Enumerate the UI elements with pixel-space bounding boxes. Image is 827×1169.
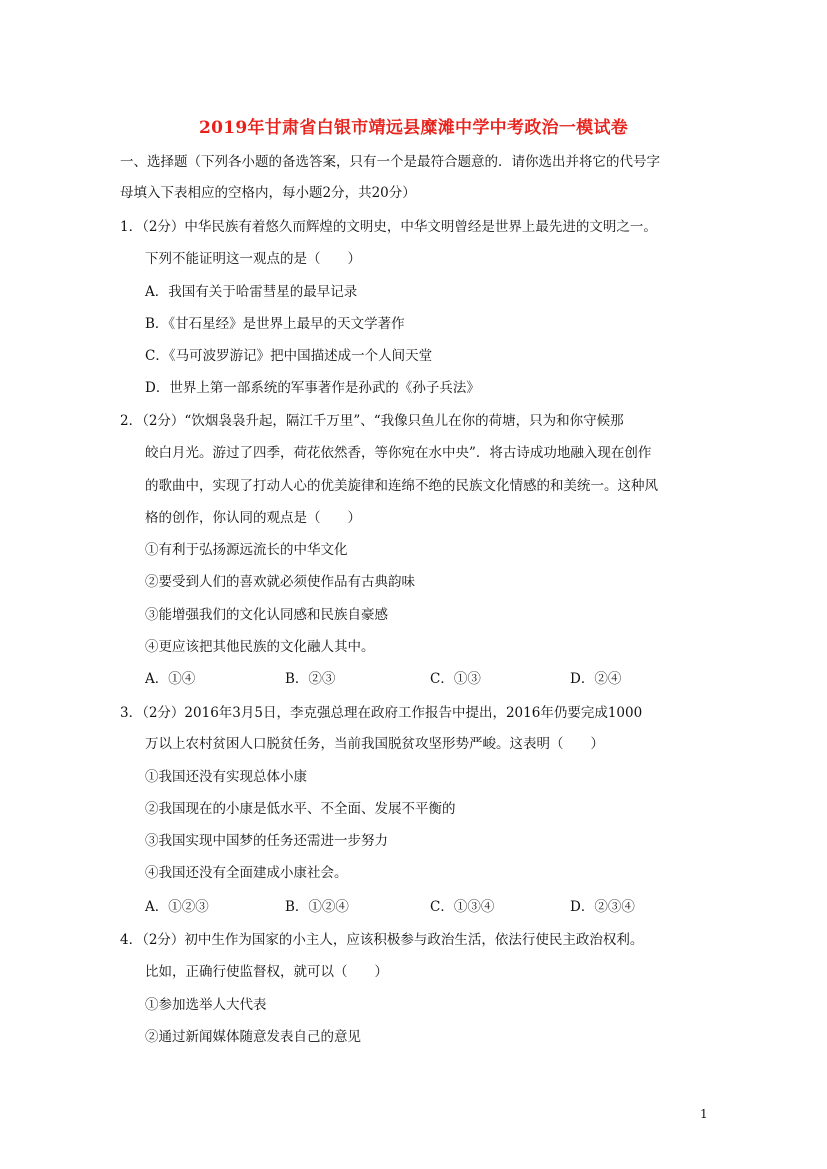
- question-2-stem-line-1: 2．（2分）“饮烟袅袅升起，隔江千万里”、“我像只鱼儿在你的荷塘，只为和你守候那: [120, 413, 624, 429]
- section-heading-line-1: 一、选择题（下列各小题的备选答案，只有一个是最符合题意的．请你选出并将它的代号字: [120, 154, 660, 170]
- question-2-item-4: ④更应该把其他民族的文化融人其中。: [145, 639, 375, 655]
- question-1-stem-line-2: 下列不能证明这一观点的是（ ）: [145, 251, 361, 267]
- question-4-stem-line-2: 比如，正确行使监督权，就可以（ ）: [145, 964, 388, 980]
- question-3-item-1: ①我国还没有实现总体小康: [145, 769, 307, 785]
- question-2-choice-c: C．①③: [430, 671, 481, 687]
- question-2-item-1: ①有利于弘扬源远流长的中华文化: [145, 542, 348, 558]
- question-2-item-3: ③能增强我们的文化认同感和民族自豪感: [145, 607, 388, 623]
- question-3-item-4: ④我国还没有全面建成小康社会。: [145, 865, 348, 881]
- question-1-option-a: A．我国有关于哈雷彗星的最早记录: [145, 284, 358, 300]
- page-number: 1: [700, 1107, 708, 1121]
- question-3-item-2: ②我国现在的小康是低水平、不全面、发展不平衡的: [145, 801, 456, 817]
- question-2-stem-line-3: 的歌曲中，实现了打动人心的优美旋律和连绵不绝的民族文化情感的和美统一。这种风: [145, 478, 658, 494]
- question-3-stem-line-2: 万以上农村贫困人口脱贫任务，当前我国脱贫攻坚形势严峻。这表明（ ）: [145, 736, 604, 752]
- question-4-item-1: ①参加选举人大代表: [145, 997, 267, 1013]
- question-3-choice-a: A．①②③: [145, 899, 209, 915]
- question-3-choice-b: B．①②④: [285, 899, 349, 915]
- question-1-stem-line-1: 1．（2分）中华民族有着悠久而辉煌的文明史，中华文明曾经是世界上最先进的文明之一。: [120, 219, 657, 235]
- question-2-choice-b: B．②③: [285, 671, 336, 687]
- section-heading-line-2: 母填入下表相应的空格内，每小题2分，共20分）: [120, 185, 416, 201]
- question-1-option-b: B．《甘石星经》是世界上最早的天文学著作: [145, 316, 405, 332]
- question-3-choice-d: D．②③④: [570, 899, 635, 915]
- page-title: 2019年甘肃省白银市靖远县糜滩中学中考政治一模试卷: [198, 118, 629, 138]
- question-3-choice-c: C．①③④: [430, 899, 495, 915]
- question-2-choice-a: A．①④: [145, 671, 196, 687]
- question-4-stem-line-1: 4．（2分）初中生作为国家的小主人，应该积极参与政治生活，依法行使民主政治权利。: [120, 932, 644, 948]
- question-3-item-3: ③我国实现中国梦的任务还需进一步努力: [145, 833, 388, 849]
- question-4-item-2: ②通过新闻媒体随意发表自己的意见: [145, 1029, 361, 1045]
- question-3-stem-line-1: 3．（2分）2016年3月5日，李克强总理在政府工作报告中提出，2016年仍要完成1000: [120, 705, 643, 721]
- question-2-stem-line-2: 皎白月光。游过了四季，荷花依然香，等你宛在水中央”．将古诗成功地融入现在创作: [145, 445, 652, 461]
- question-1-option-c: C．《马可波罗游记》把中国描述成一个人间天堂: [145, 348, 433, 364]
- question-2-choice-d: D．②④: [570, 671, 622, 687]
- question-2-item-2: ②要受到人们的喜欢就必须使作品有古典韵味: [145, 574, 415, 590]
- question-2-stem-line-4: 格的创作，你认同的观点是（ ）: [145, 510, 361, 526]
- question-1-option-d: D．世界上第一部系统的军事著作是孙武的《孙子兵法》: [145, 380, 480, 396]
